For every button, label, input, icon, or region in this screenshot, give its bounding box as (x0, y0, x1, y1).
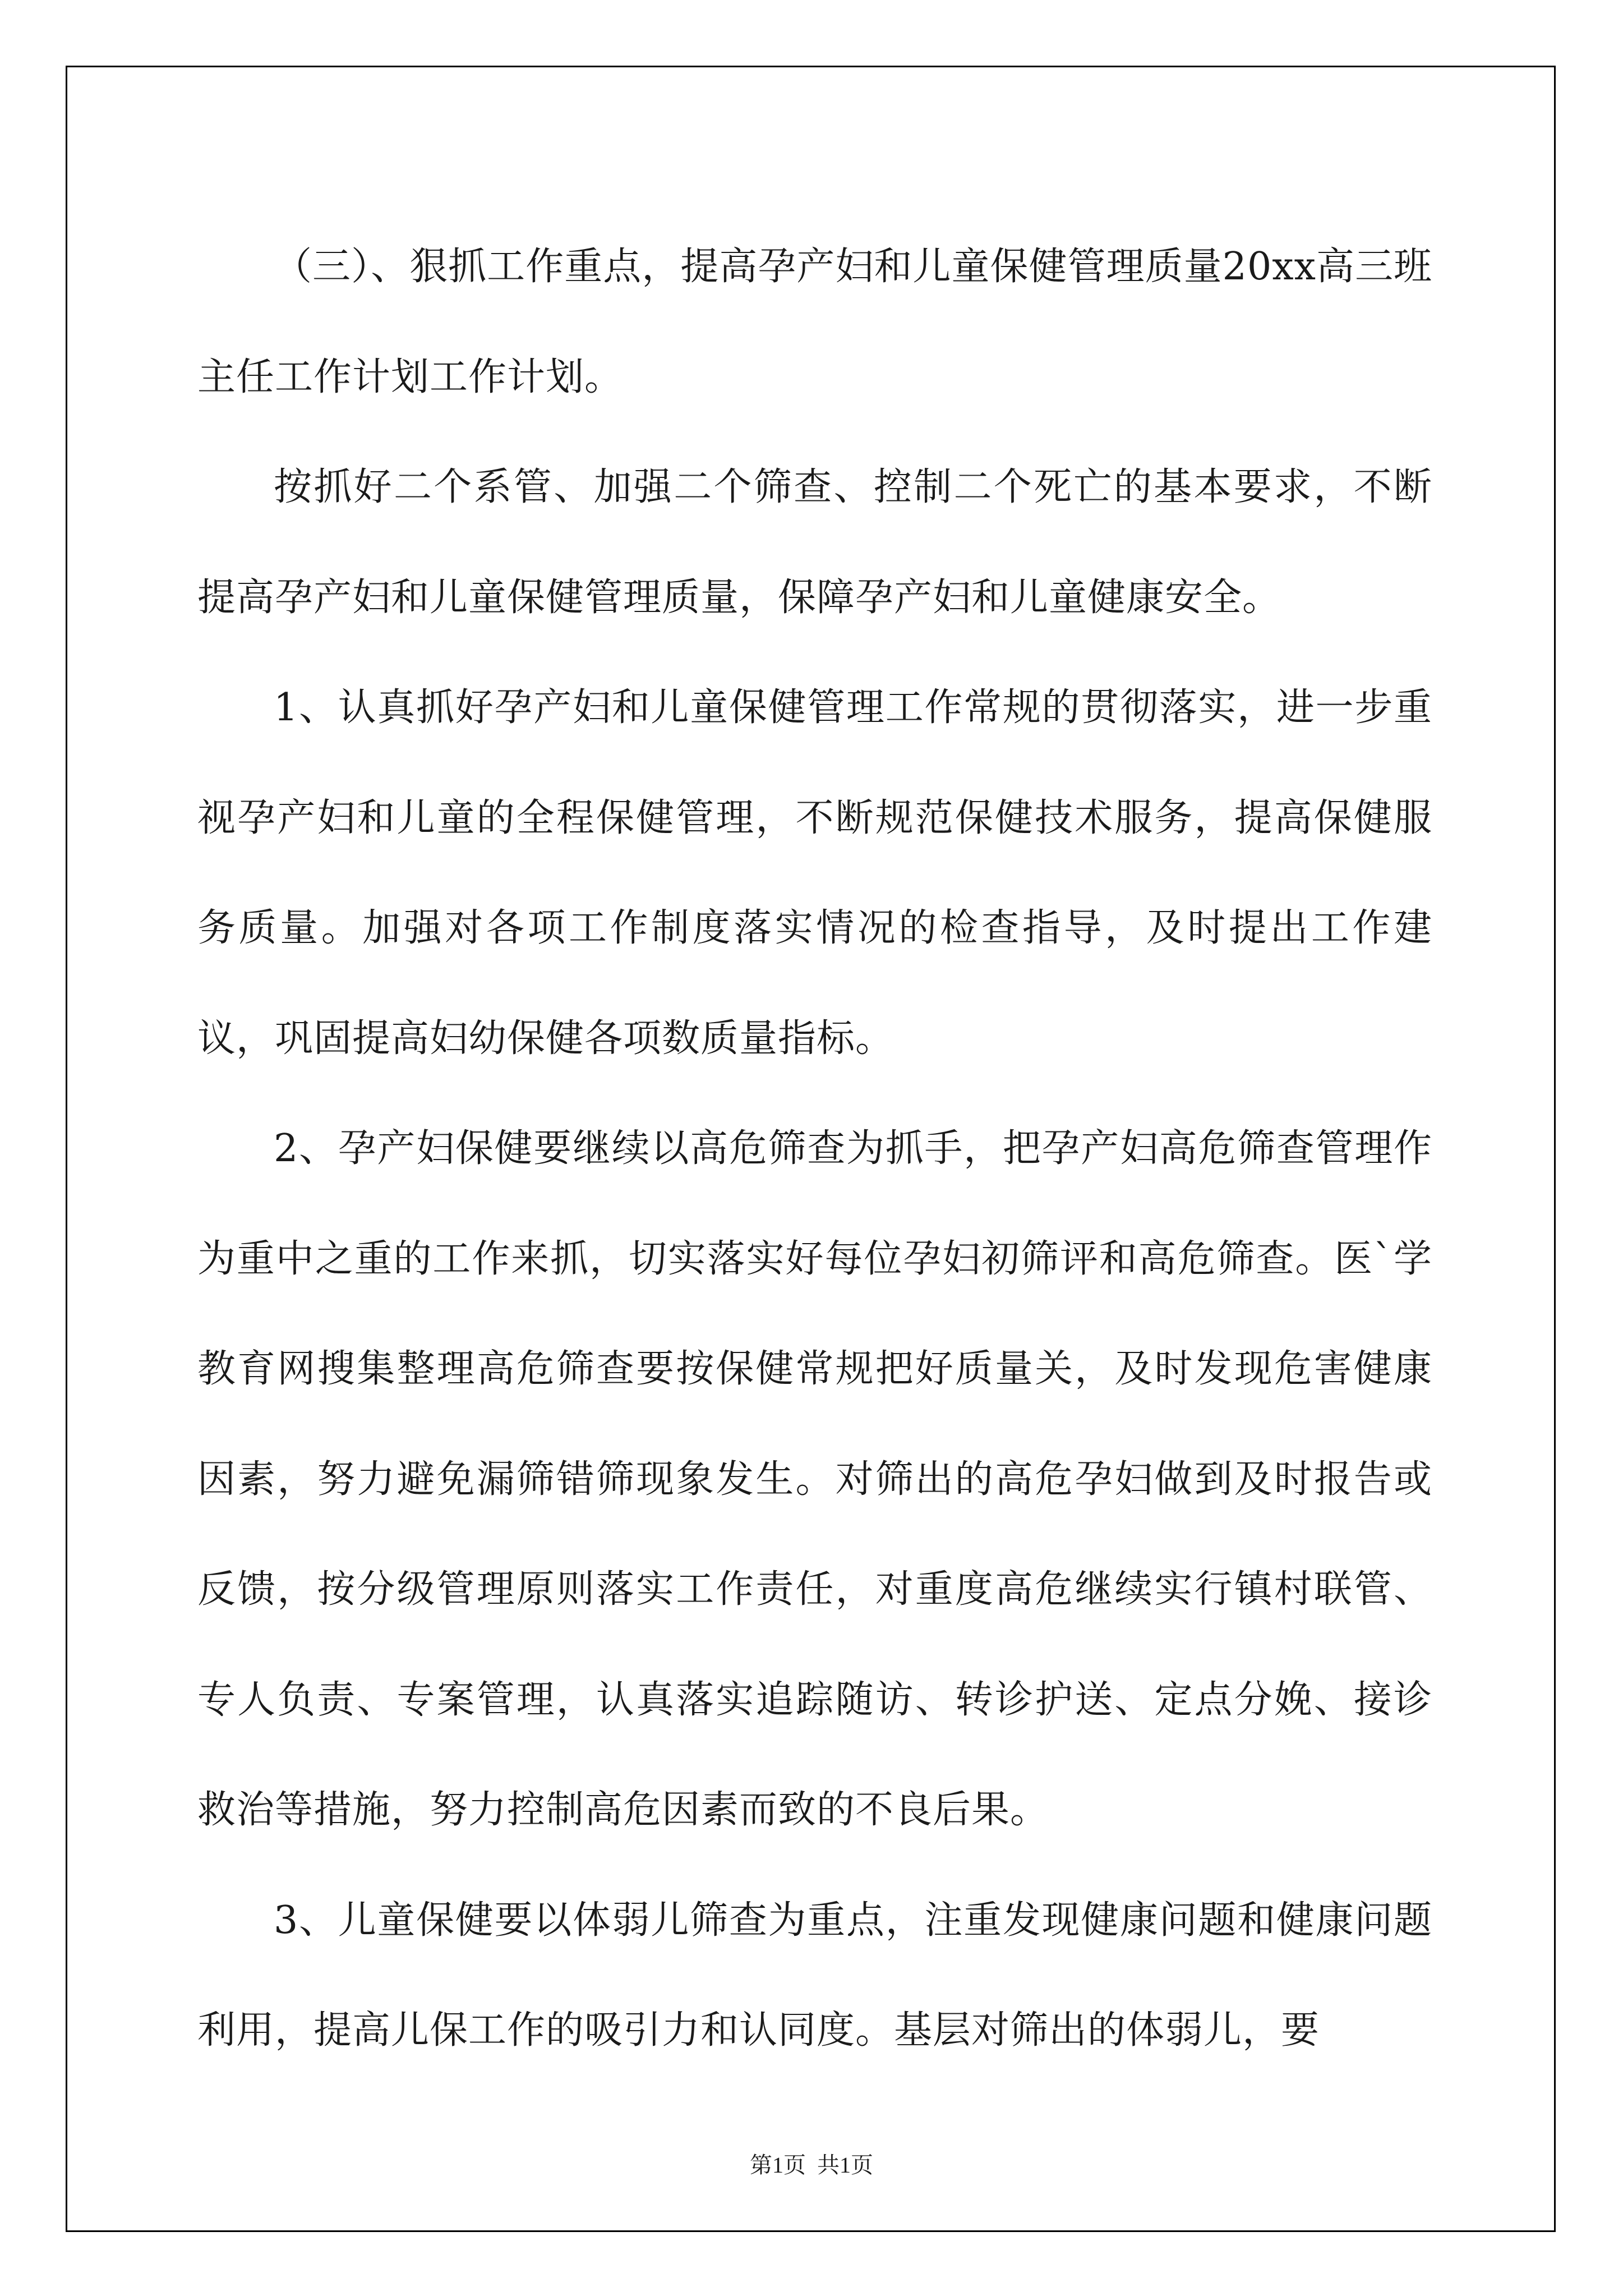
paragraph-item-3: 3、儿童保健要以体弱儿筛查为重点，注重发现健康问题和健康问题利用，提高儿保工作的吸引力和认同度。基层对筛出的体弱儿，要 (197, 1898, 1432, 2053)
paragraph-item-2: 2、孕产妇保健要继续以高危筛查为抓手，把孕产妇高危筛查管理作为重中之重的工作来抓，切实落实好每位孕妇初筛评和高危筛查。医`学教育网搜集整理高危筛查要按保健常规把好质量关，及时发现危害健康因素，努力避免漏筛错筛现象发生。对筛出的高危孕妇做到及时报告或反馈，按分级管理原则落实工作责任，对重度高危继续实行镇村联管、专人负责、专案管理，认真落实追踪随访、转诊护送、定点分娩、接诊救治等措施，努力控制高危因素而致的不良后果。 (197, 1126, 1432, 1832)
document-body (197, 212, 1432, 2086)
paragraph-section-three: （三）、狠抓工作重点，提高孕产妇和儿童保健管理质量20xx高三班主任工作计划工作计划。 (197, 245, 1432, 399)
page-footer: 第1页 共1页 (750, 2152, 873, 2178)
paragraph-basic-requirements: 按抓好二个系管、加强二个筛查、控制二个死亡的基本要求，不断提高孕产妇和儿童保健管理质量，保障孕产妇和儿童健康安全。 (197, 465, 1432, 620)
paragraph-item-1: 1、认真抓好孕产妇和儿童保健管理工作常规的贯彻落实，进一步重视孕产妇和儿童的全程保健管理，不断规范保健技术服务，提高保健服务质量。加强对各项工作制度落实情况的检查指导，及时提出工作建议，巩固提高妇幼保健各项数质量指标。 (197, 685, 1432, 1061)
